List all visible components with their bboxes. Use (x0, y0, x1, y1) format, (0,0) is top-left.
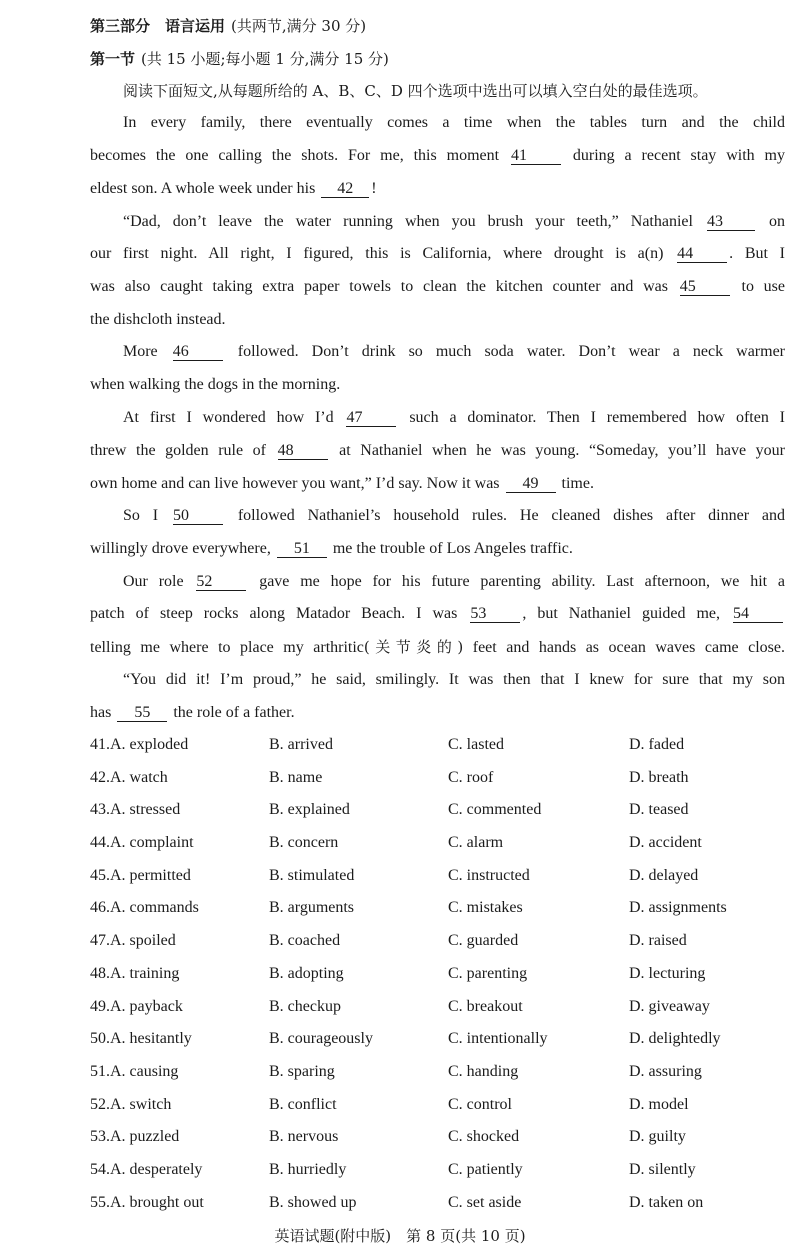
part-note: (共两节,满分 30 分) (231, 17, 367, 35)
page-footer: 英语试题(附中版) 第 8 页(共 10 页) (274, 1227, 526, 1245)
option-a: A. training (110, 964, 180, 982)
option-a: A. hesitantly (110, 1030, 192, 1048)
passage-line-12: own home and can live however you want,” I’d say. Now it was 49 time. (90, 475, 594, 492)
option-row-42 (90, 766, 790, 799)
option-a: A. causing (110, 1062, 179, 1080)
blank-54: 54 (733, 605, 783, 623)
blank-46: 46 (173, 343, 223, 361)
option-d: D. raised (629, 932, 687, 950)
question-number: 51. (90, 1062, 110, 1080)
option-row-51 (90, 1060, 790, 1093)
blank-41: 41 (511, 147, 561, 165)
option-a: A. watch (110, 768, 168, 786)
option-row-45 (90, 864, 790, 897)
option-a: A. puzzled (110, 1128, 180, 1146)
option-b: B. name (269, 768, 323, 786)
question-number: 44. (90, 834, 110, 852)
question-number: 47. (90, 932, 110, 950)
question-number: 46. (90, 899, 110, 917)
option-row-50 (90, 1027, 790, 1060)
option-d: D. giveaway (629, 997, 710, 1015)
option-b: B. concern (269, 834, 339, 852)
passage-line-3: eldest son. A whole week under his 42 ! (90, 180, 377, 197)
option-d: D. breath (629, 768, 689, 786)
options-list (90, 733, 790, 1223)
option-c: C. patiently (448, 1160, 523, 1178)
option-row-46 (90, 896, 790, 929)
option-d: D. faded (629, 736, 685, 753)
option-d: D. model (629, 1095, 689, 1113)
blank-44: 44 (677, 245, 727, 263)
passage-line-5: our first night. All right, I figured, this is California, where drought is a(n) 44 . But I (90, 245, 786, 262)
option-b: B. arrived (269, 736, 333, 753)
option-row-53 (90, 1125, 790, 1158)
option-d: D. taken on (629, 1193, 704, 1211)
option-a: A. complaint (110, 834, 194, 852)
option-b: B. courageously (269, 1030, 373, 1048)
blank-53: 53 (470, 605, 520, 623)
blank-50: 50 (173, 507, 223, 525)
passage-line-10: At first I wondered how I’d 47 such a dominator. Then I remembered how often I (123, 409, 785, 426)
option-b: B. showed up (269, 1193, 357, 1211)
question-number: 45. (90, 866, 110, 884)
option-c: C. mistakes (448, 899, 523, 917)
option-row-41 (90, 733, 790, 766)
question-number: 52. (90, 1095, 110, 1113)
option-b: B. checkup (269, 997, 341, 1015)
passage-line-9: when walking the dogs in the morning. (90, 376, 341, 393)
passage-line-17: telling me where to place my arthritic(关节炎的) feet and hands as ocean waves came close. (90, 638, 786, 656)
option-a: A. commands (110, 899, 199, 917)
passage-line-4: “Dad, don’t leave the water running when you brush your teeth,” Nathaniel 43 on (123, 213, 786, 230)
passage-line-14: willingly drove everywhere, 51 me the trouble of Los Angeles traffic. (90, 540, 573, 557)
passage-line-18: “You did it! I’m proud,” he said, smilingly. It was then that I knew for sure that my son (123, 671, 785, 688)
option-d: D. delightedly (629, 1030, 721, 1048)
section-note: (共 15 小题;每小题 1 分,满分 15 分) (141, 50, 389, 68)
option-b: B. sparing (269, 1062, 335, 1080)
passage-line-13: So I 50 followed Nathaniel’s household rules. He cleaned dishes after dinner and (123, 507, 786, 524)
option-a: A. permitted (110, 866, 191, 884)
option-b: B. conflict (269, 1095, 337, 1113)
option-c: C. alarm (448, 834, 504, 852)
question-number: 55. (90, 1193, 110, 1211)
option-row-52 (90, 1093, 790, 1126)
blank-47: 47 (346, 409, 396, 427)
passage-line-16: patch of steep rocks along Matador Beach. I was 53 , but Nathaniel guided me, 54 (90, 604, 785, 624)
option-c: C. lasted (448, 736, 504, 753)
passage-line-1: In every family, there eventually comes a time when the tables turn and the child (123, 114, 785, 131)
question-number: 49. (90, 997, 110, 1015)
option-row-55 (90, 1191, 790, 1224)
option-c: C. parenting (448, 964, 528, 982)
question-number: 43. (90, 801, 110, 819)
option-row-47 (90, 929, 790, 962)
chinese-gloss: (关节炎的) (363, 638, 464, 656)
option-d: D. accident (629, 834, 702, 852)
passage-line-7: the dishcloth instead. (90, 311, 226, 328)
option-b: B. arguments (269, 899, 355, 917)
option-c: C. instructed (448, 866, 530, 884)
option-c: C. control (448, 1095, 512, 1113)
option-d: D. assuring (629, 1062, 702, 1080)
option-a: A. payback (110, 997, 183, 1015)
option-d: D. guilty (629, 1128, 686, 1146)
option-row-43 (90, 798, 790, 831)
option-a: A. spoiled (110, 932, 176, 950)
option-b: B. hurriedly (269, 1160, 347, 1178)
blank-52: 52 (196, 573, 246, 591)
option-b: B. nervous (269, 1128, 339, 1146)
section-heading (90, 48, 389, 69)
passage-line-15: Our role 52 gave me hope for his future parenting ability. Last afternoon, we hit a (123, 573, 786, 590)
blank-55: 55 (117, 704, 167, 722)
option-d: D. lecturing (629, 964, 706, 982)
option-c: C. set aside (448, 1193, 522, 1211)
blank-45: 45 (680, 278, 730, 296)
option-b: B. adopting (269, 964, 344, 982)
option-b: B. explained (269, 801, 350, 819)
option-d: D. delayed (629, 866, 699, 884)
option-b: B. stimulated (269, 866, 355, 884)
option-a: A. stressed (110, 801, 181, 819)
instruction: 阅读下面短文,从每题所给的 A、B、C、D 四个选项中选出可以填入空白处的最佳选项。 (123, 82, 708, 100)
passage-line-19: has 55 the role of a father. (90, 704, 295, 721)
option-c: C. intentionally (448, 1030, 548, 1048)
option-d: D. silently (629, 1160, 696, 1178)
option-c: C. shocked (448, 1128, 520, 1146)
option-row-44 (90, 831, 790, 864)
blank-48: 48 (278, 442, 328, 460)
option-d: D. assignments (629, 899, 727, 917)
question-number: 41. (90, 736, 110, 753)
question-number: 54. (90, 1160, 110, 1178)
passage-line-11: threw the golden rule of 48 at Nathaniel when he was young. “Someday, you’ll have your (90, 442, 786, 459)
question-number: 42. (90, 768, 110, 786)
passage-line-6: was also caught taking extra paper towels to clean the kitchen counter and was 45 to use (90, 278, 786, 295)
option-row-54 (90, 1158, 790, 1191)
option-c: C. roof (448, 768, 494, 786)
option-d: D. teased (629, 801, 689, 819)
question-number: 53. (90, 1128, 110, 1146)
option-a: A. desperately (110, 1160, 203, 1178)
blank-49: 49 (506, 475, 556, 493)
blank-42: 42 (321, 180, 369, 198)
option-c: C. breakout (448, 997, 523, 1015)
option-row-49 (90, 995, 790, 1028)
option-row-48 (90, 962, 790, 995)
option-c: C. guarded (448, 932, 519, 950)
option-a: A. exploded (110, 736, 189, 753)
blank-51: 51 (277, 540, 327, 558)
part-heading (90, 15, 366, 36)
passage-line-2: becomes the one calling the shots. For me, this moment 41 during a recent stay with my (90, 147, 786, 164)
option-c: C. handing (448, 1062, 519, 1080)
section-title: 第一节 (90, 50, 136, 68)
blank-43: 43 (707, 213, 755, 231)
passage-line-8: More 46 followed. Don’t drink so much soda water. Don’t wear a neck warmer (123, 343, 785, 360)
option-a: A. brought out (110, 1193, 204, 1211)
question-number: 50. (90, 1030, 110, 1048)
part-title: 第三部分 语言运用 (90, 17, 226, 35)
option-b: B. coached (269, 932, 341, 950)
option-c: C. commented (448, 801, 542, 819)
option-a: A. switch (110, 1095, 172, 1113)
question-number: 48. (90, 964, 110, 982)
